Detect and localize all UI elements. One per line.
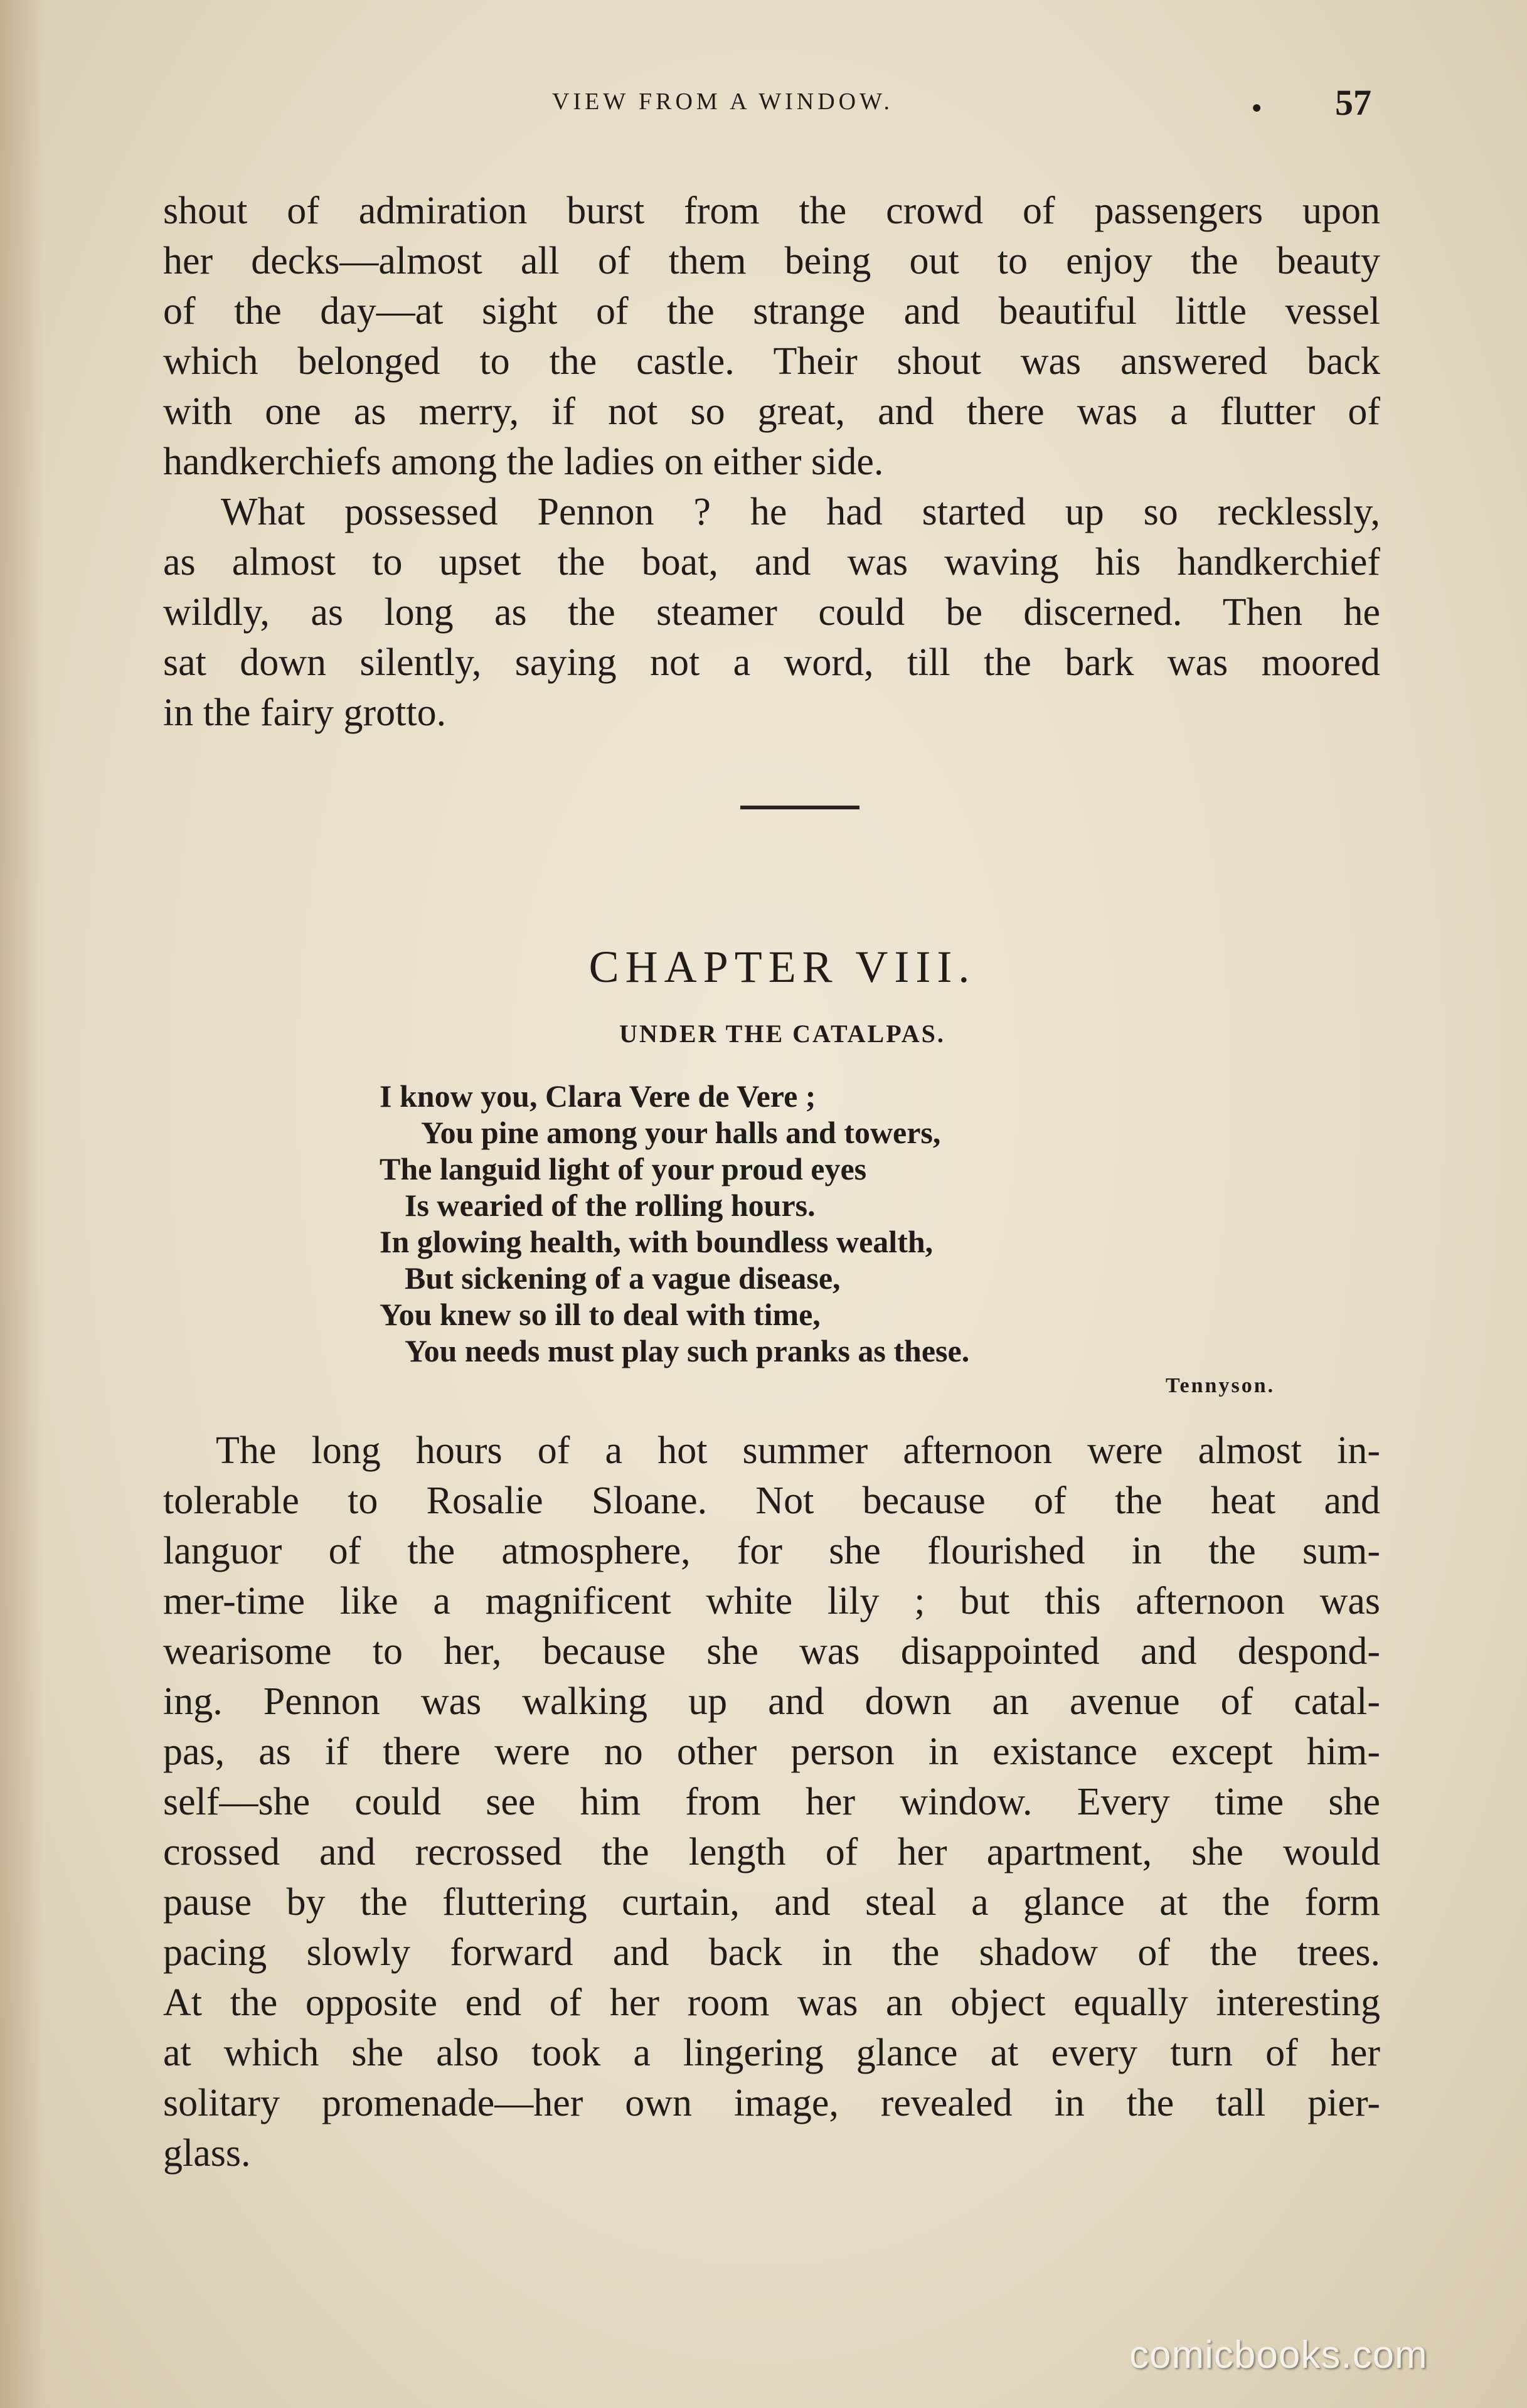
text-line: with one as merry, if not so great, and there was a flutter of	[163, 390, 1380, 433]
poem-line: You needs must play such pranks as these.	[405, 1333, 970, 1368]
poem-attribution: Tennyson.	[1166, 1374, 1275, 1397]
poem-line: But sickening of a vague disease,	[405, 1260, 841, 1296]
text-line: in the fairy grotto.	[163, 691, 447, 734]
chapter-subtitle: UNDER THE CATALPAS.	[619, 1020, 945, 1048]
text-line: pacing slowly forward and back in the shadow of the trees.	[163, 1931, 1380, 1974]
text-line: pas, as if there were no other person in existance except him-	[163, 1730, 1380, 1773]
text-line: handkerchiefs among the ladies on either side.	[163, 440, 884, 483]
text-line: sat down silently, saying not a word, till the bark was moored	[163, 641, 1380, 684]
text-line: which belonged to the castle. Their shout was answered back	[163, 340, 1380, 383]
chapter-title: CHAPTER VIII.	[588, 942, 976, 992]
text-line: her decks—almost all of them being out to enjoy the beauty	[163, 240, 1380, 282]
text-line: At the opposite end of her room was an object equally interesting	[163, 1981, 1380, 2024]
text-line: glass.	[163, 2132, 251, 2175]
text-line: mer-time like a magnificent white lily ; but this afternoon was	[163, 1580, 1380, 1622]
text-line: of the day—at sight of the strange and beautiful little vessel	[163, 290, 1380, 333]
text-line: crossed and recrossed the length of her apartment, she would	[163, 1831, 1380, 1873]
page-number: 57	[1335, 82, 1371, 123]
text-line: shout of admiration burst from the crowd of passengers upon	[163, 189, 1380, 232]
watermark: comicbooks.com	[1129, 2333, 1428, 2377]
text-line: What possessed Pennon ? he had started up so recklessly,	[221, 491, 1380, 533]
text-line: wearisome to her, because she was disappointed and despond-	[163, 1630, 1380, 1673]
text-line: languor of the atmosphere, for she flourished in the sum-	[163, 1530, 1380, 1572]
poem-line: Is wearied of the rolling hours.	[405, 1188, 816, 1223]
text-line: pause by the fluttering curtain, and steal a glance at the form	[163, 1881, 1380, 1924]
poem-line: The languid light of your proud eyes	[380, 1151, 867, 1186]
section-divider	[740, 806, 859, 809]
header-dot: .	[1250, 74, 1264, 121]
poem-line: You pine among your halls and towers,	[421, 1115, 941, 1150]
text-line: ing. Pennon was walking up and down an avenue of catal-	[163, 1680, 1380, 1723]
text-line: wildly, as long as the steamer could be discerned. Then he	[163, 591, 1380, 634]
text-line: as almost to upset the boat, and was waving his handkerchief	[163, 541, 1380, 583]
poem-line: In glowing health, with boundless wealth,	[380, 1224, 934, 1259]
running-title: VIEW FROM A WINDOW.	[552, 88, 893, 115]
text-line: self—she could see him from her window. Every time she	[163, 1781, 1380, 1823]
paragraph-3	[163, 1425, 1380, 2178]
epigraph-poem	[380, 1078, 969, 1369]
poem-line: You knew so ill to deal with time,	[380, 1297, 821, 1332]
paragraph-2	[163, 487, 1380, 738]
text-line: at which she also took a lingering glance at every turn of her	[163, 2032, 1380, 2074]
text-line: The long hours of a hot summer afternoon were almost in-	[216, 1429, 1380, 1472]
paragraph-1	[163, 186, 1380, 487]
poem-line: I know you, Clara Vere de Vere ;	[380, 1079, 816, 1114]
text-line: tolerable to Rosalie Sloane. Not because of the heat and	[163, 1479, 1380, 1522]
text-line: solitary promenade—her own image, revealed in the tall pier-	[163, 2082, 1380, 2124]
